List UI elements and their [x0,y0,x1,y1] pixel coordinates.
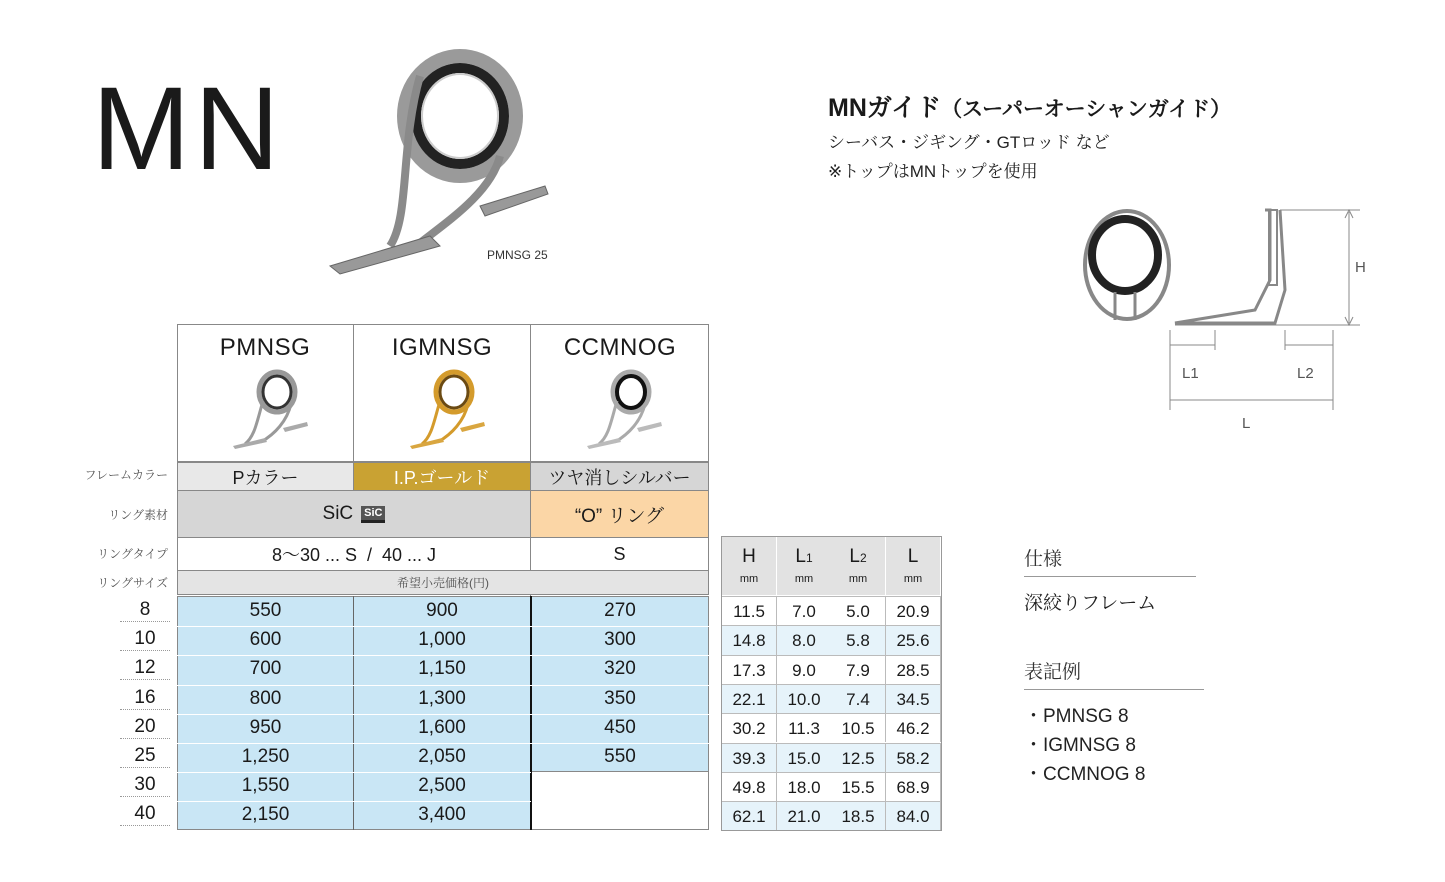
hero-caption: PMNSG 25 [487,248,548,262]
dimension-cell: 7.9 [831,655,886,684]
dimension-cell: 12.5 [831,743,886,772]
dimension-cell: 9.0 [777,655,832,684]
example-item: ・PMNSG 8 [1024,706,1129,727]
product-title [828,88,1231,124]
dimension-header [831,537,886,595]
price-cell: 1,250 [241,746,290,767]
product-uses: シーバス・ジギング・GTロッド など [828,133,1110,152]
spec-divider [1024,576,1196,577]
price-cell: 600 [249,629,282,651]
dimension-unit: mm [848,572,868,585]
dimension-cell: 68.9 [886,772,941,801]
ring-size-label: 8 [120,599,170,622]
guide-image-ccmnog [579,366,669,451]
price-cell: 270 [604,600,636,621]
price-cell: 1,000 [418,629,466,651]
diagram-label-l: L [1242,415,1251,432]
dimension-unit: mm [739,572,759,585]
dimension-header [886,537,941,595]
ring-size-label: 16 [120,687,170,710]
dimension-cell: 8.0 [777,625,832,654]
price-cell: 800 [249,687,282,709]
dimension-cell: 7.0 [777,596,832,625]
dimension-cell: 30.2 [722,713,777,742]
diagram-label-l1: L1 [1182,365,1199,382]
price-cell: 2,500 [418,775,466,797]
dimension-cell: 22.1 [722,684,777,713]
example-item: ・CCMNOG 8 [1024,764,1146,785]
example-list [1024,702,1145,789]
price-grid-empty [530,771,709,830]
product-note: ※トップはMNトップを使用 [828,162,1038,181]
price-cell: 900 [426,600,458,621]
product-subtitle: （スーパーオーシャンガイド） [941,98,1232,121]
label-ring-material: リング素材 [108,508,168,522]
dimension-cell: 7.4 [831,684,886,713]
model-title: MN [92,63,284,195]
ring-size-label: 10 [120,628,170,651]
dimension-cell: 84.0 [886,801,941,830]
dimension-cell: 10.0 [777,684,832,713]
dimension-cell: 20.9 [886,596,941,625]
sic-badge: SiC [361,506,385,523]
ring-size-label: 12 [120,657,170,680]
guide-image-pmnsg [225,366,315,451]
dimension-cell: 62.1 [722,801,777,830]
dimension-diagram [1075,200,1385,440]
model-name-pmnsg: PMNSG [219,334,311,361]
example-heading: 表記例 [1024,662,1082,683]
ring-type-sic: 8〜30 ... S / 40 ... J [177,537,531,571]
price-cell: 1,300 [418,687,466,709]
price-cell: 2,050 [418,746,466,767]
dimension-header [777,537,832,595]
dimension-cell: 34.5 [886,684,941,713]
label-ring-size: リングサイズ [97,576,168,590]
diagram-label-h: H [1355,259,1366,276]
dimension-header-sub: 1 [805,551,813,565]
dimension-header-sub: 2 [859,551,867,565]
price-cell: 300 [604,629,636,651]
dimension-header-main: H [742,546,756,567]
dimension-cell: 46.2 [886,713,941,742]
dimension-cell: 14.8 [722,625,777,654]
dimension-cell: 10.5 [831,713,886,742]
guide-image-igmnsg [402,366,492,451]
frame-color-ccmnog: ツヤ消しシルバー [530,462,709,491]
dimension-header-main: L [795,546,806,567]
price-cell: 2,150 [241,804,290,826]
frame-color-pmnsg: Pカラー [177,462,354,491]
dimension-cell: 15.0 [777,743,832,772]
price-cell: 550 [249,600,282,621]
ring-type-o-ring: S [530,537,709,571]
price-cell: 450 [604,716,636,738]
dimension-cell: 58.2 [886,743,941,772]
spec-heading: 仕様 [1024,549,1063,570]
ring-size-label: 40 [120,803,170,826]
dimension-cell: 17.3 [722,655,777,684]
price-cell: 550 [604,746,636,767]
diagram-label-l2: L2 [1297,365,1314,382]
guide-hero-image [320,26,560,278]
price-label: 希望小売価格(円) [177,570,709,595]
dimension-header-main: L [849,546,860,567]
price-cell: 1,550 [241,775,290,797]
ring-size-label: 20 [120,716,170,739]
example-item: ・IGMNSG 8 [1024,735,1136,756]
frame-color-igmnsg: I.P.ゴールド [353,462,531,491]
dimension-unit: mm [794,572,814,585]
dimension-cell: 11.5 [722,596,777,625]
ring-material-o-ring: “O” リング [530,490,709,538]
price-cell: 320 [604,658,636,680]
example-divider [1024,689,1204,690]
product-name: MNガイド [828,94,942,122]
dimension-cell: 49.8 [722,772,777,801]
spec-value: 深絞りフレーム [1024,593,1157,614]
dimension-cell: 39.3 [722,743,777,772]
dimension-cell: 15.5 [831,772,886,801]
price-cell: 3,400 [418,804,466,826]
price-cell: 1,600 [418,716,466,738]
dimension-header-main: L [907,546,919,567]
ring-material-sic-text: SiC [322,503,354,524]
label-ring-type: リングタイプ [97,547,168,561]
ring-material-sic [177,490,531,538]
dimension-header [722,537,777,595]
dimension-cell: 18.5 [831,801,886,830]
dimension-cell: 21.0 [777,801,832,830]
price-cell: 350 [604,687,636,709]
dimension-cell: 11.3 [777,713,832,742]
dimension-cell: 5.0 [831,596,886,625]
dimension-cell: 25.6 [886,625,941,654]
price-cell: 1,150 [418,658,466,680]
price-cell: 700 [249,658,282,680]
ring-size-label: 30 [120,774,170,797]
price-cell: 950 [249,716,282,738]
dimension-cell: 5.8 [831,625,886,654]
dimension-cell: 28.5 [886,655,941,684]
ring-size-label: 25 [120,745,170,768]
dimension-unit: mm [903,572,923,585]
dimension-cell: 18.0 [777,772,832,801]
label-frame-color: フレームカラー [84,468,168,482]
model-name-ccmnog: CCMNOG [563,334,677,361]
model-name-igmnsg: IGMNSG [391,334,493,361]
